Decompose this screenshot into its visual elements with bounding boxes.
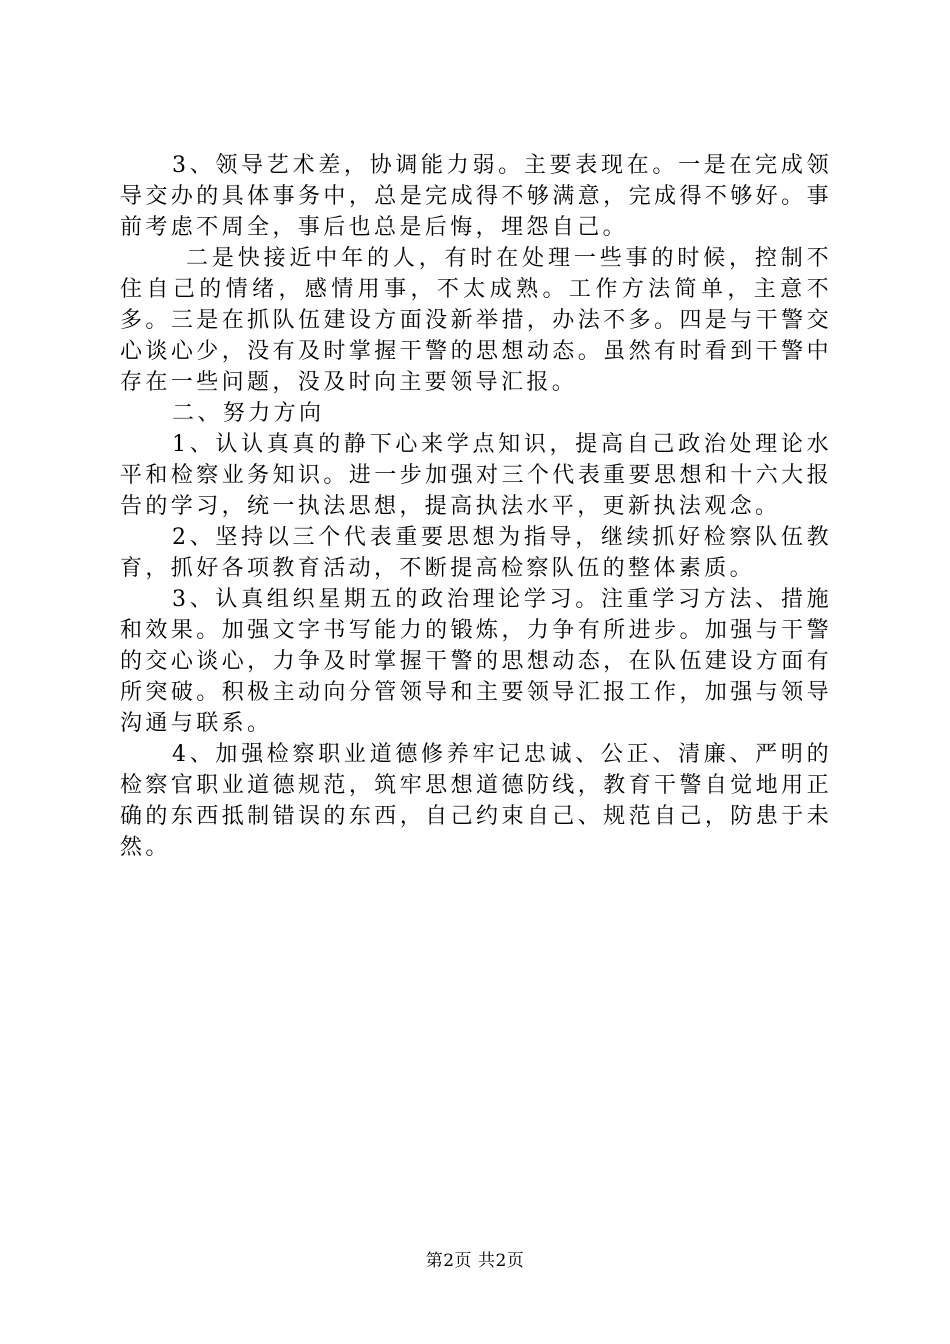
paragraph-item-3-leadership: 3、领导艺术差，协调能力弱。主要表现在。一是在完成领导交办的具体事务中，总是完成得不够满意，完成得不够好。事前考虑不周全，事后也总是后悔，埋怨自己。 — [120, 153, 832, 240]
paragraph-direction-1: 1、认认真真的静下心来学点知识，提高自己政治处理论水平和检察业务知识。进一步加强对三个代表重要思想和十六大报告的学习，统一执法思想，提高执法水平，更新执法观念。 — [120, 432, 832, 519]
paragraph-direction-2: 2、坚持以三个代表重要思想为指导，继续抓好检察队伍教育，抓好各项教育活动，不断提高检察队伍的整体素质。 — [120, 525, 832, 581]
paragraph-direction-4: 4、加强检察职业道德修养牢记忠诚、公正、清廉、严明的检察官职业道德规范，筑牢思想道德防线，教育干警自觉地用正确的东西抵制错误的东西，自己约束自己、规范自己，防患于未然。 — [120, 742, 832, 860]
paragraph-direction-3: 3、认真组织星期五的政治理论学习。注重学习方法、措施和效果。加强文字书写能力的锻炼，力争有所进步。加强与干警的交心谈心，力争及时掌握干警的思想动态，在队伍建设方面有所突破。积极主动向分管领导和主要领导汇报工作，加强与领导沟通与联系。 — [120, 587, 832, 736]
page-number-footer: 第2页 共2页 — [425, 1251, 525, 1271]
section-heading-improvement-direction: 二、努力方向 — [172, 401, 325, 426]
paragraph-second-point: 二是快接近中年的人，有时在处理一些事的时候，控制不住自己的情绪，感情用事，不太成熟。工作方法简单，主意不多。三是在抓队伍建设方面没新举措，办法不多。四是与干警交心谈心少，没有及时掌握干警的思想动态。虽然有时看到干警中存在一些问题，没及时向主要领导汇报。 — [120, 246, 832, 395]
document-body — [120, 150, 832, 863]
